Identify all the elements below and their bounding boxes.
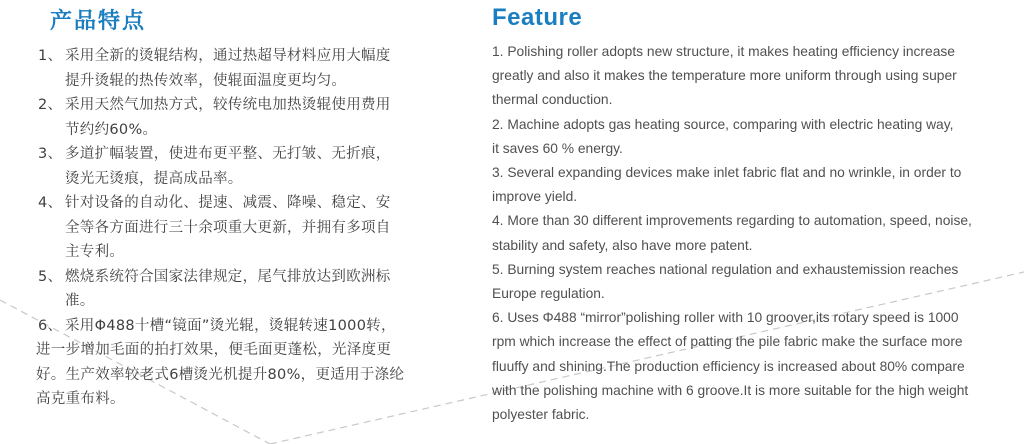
- item-text-line: 节约约60%。: [65, 121, 158, 138]
- item-text-line: 进一步增加毛面的拍打效果，便毛面更蓬松，光泽度更: [36, 342, 392, 358]
- item-number: 3、: [38, 146, 63, 162]
- item-text-line: 主专利。: [65, 244, 125, 260]
- item-text-line: 全等各方面进行三十余项重大更新，并拥有多项自: [65, 219, 391, 236]
- item-text-line: 采用Φ488十槽“镜面”烫光辊，烫辊转速1000转，: [65, 317, 396, 334]
- item-text-line: 高克重布料。: [36, 391, 125, 407]
- english-feature-line: greatly and also it makes the temperature more uniform through using super: [492, 68, 957, 84]
- item-number: 1、: [38, 48, 63, 64]
- english-feature-list: [492, 40, 1017, 427]
- chinese-feature-item-1: [38, 44, 458, 93]
- chinese-feature-list: [38, 44, 458, 412]
- item-text-line: 燃烧系统符合国家法律规定，尾气排放达到欧洲标: [65, 268, 391, 285]
- english-feature-line: stability and safety, also have more patent.: [492, 237, 753, 253]
- chinese-feature-item-5: [38, 265, 458, 314]
- english-feature-line: fluuffy and shining.The production efficiency is increased about 80% compare: [492, 358, 965, 374]
- english-feature-line: 3. Several expanding devices make inlet fabric flat and no wrinkle, in order to: [492, 165, 962, 181]
- english-feature-line: it saves 60 % energy.: [492, 140, 623, 156]
- english-feature-line: 1. Polishing roller adopts new structure, it makes heating efficiency increase: [492, 44, 955, 59]
- english-feature-line: improve yield.: [492, 189, 578, 205]
- chinese-feature-item-2: [38, 93, 458, 142]
- item-text-line: 针对设备的自动化、提速、减震、降噪、稳定、安: [65, 195, 391, 211]
- item-number: 2、: [38, 97, 63, 113]
- english-feature-line: 4. More than 30 different improvements regarding to automation, speed, noise,: [492, 213, 972, 229]
- item-text-line: 采用全新的烫辊结构，通过热超导材料应用大幅度: [65, 48, 391, 64]
- chinese-section-title: 产品特点: [50, 9, 147, 34]
- english-feature-line: thermal conduction.: [492, 92, 613, 108]
- item-number: 5、: [38, 268, 63, 285]
- english-feature-line: polyester fabric.: [492, 407, 590, 423]
- english-feature-line: rpm which increase the effect of patting the pile fabric make the surface more: [492, 334, 963, 350]
- chinese-feature-item-3: [38, 142, 458, 191]
- item-text-line: 多道扩幅装置，使进布更平整、无打皱、无折痕，: [65, 146, 391, 162]
- chinese-feature-item-4: [38, 191, 458, 265]
- english-section-title: Feature: [492, 4, 583, 31]
- english-feature-line: with the polishing machine with 6 groove.It is more suitable for the high weight: [492, 382, 969, 398]
- item-text-line: 提升烫辊的热传效率，使辊面温度更均匀。: [65, 72, 347, 89]
- english-feature-line: Europe regulation.: [492, 286, 605, 302]
- item-text-line: 好。生产效率较老式6槽烫光机提升80%，更适用于涤纶: [36, 366, 405, 383]
- chinese-feature-item-6: [38, 314, 458, 412]
- item-text-line: 采用天然气加热方式，较传统电加热烫辊使用费用: [65, 97, 391, 113]
- item-text-line: 烫光无烫痕，提高成品率。: [65, 170, 243, 187]
- item-number: 4、: [38, 195, 63, 211]
- english-feature-line: 2. Machine adopts gas heating source, comparing with electric heating way,: [492, 116, 954, 132]
- item-text-line: 准。: [65, 293, 95, 309]
- item-number: 6、: [38, 317, 63, 334]
- english-feature-line: 5. Burning system reaches national regulation and exhaustemission reaches: [492, 261, 959, 277]
- english-feature-line: 6. Uses Φ488 “mirror”polishing roller with 10 groover,its rotary speed is 1000: [492, 310, 959, 326]
